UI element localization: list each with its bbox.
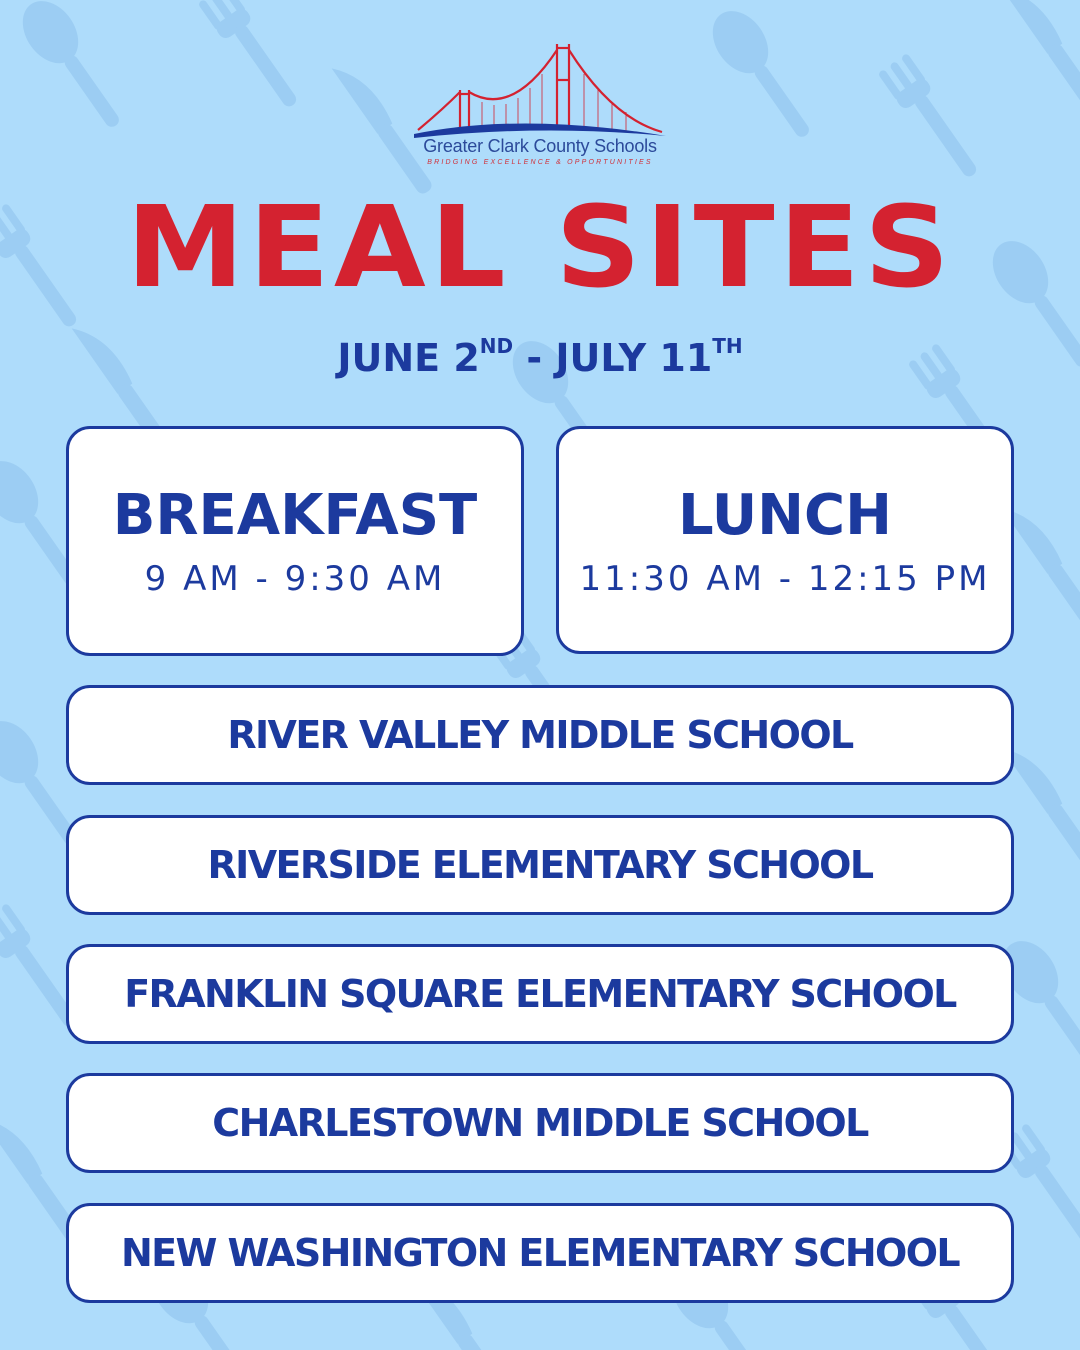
lunch-card <box>556 426 1014 654</box>
date-separator: - <box>513 336 556 380</box>
start-date: JUNE 2 <box>337 336 480 380</box>
site-name: RIVERSIDE ELEMENTARY SCHOOL <box>207 843 873 887</box>
site-card-franklin-square <box>66 944 1014 1044</box>
breakfast-card <box>66 426 524 656</box>
site-name: CHARLESTOWN MIDDLE SCHOOL <box>212 1101 868 1145</box>
start-date-suffix: ND <box>479 334 514 358</box>
end-date: JULY 11 <box>555 336 713 380</box>
site-name: FRANKLIN SQUARE ELEMENTARY SCHOOL <box>124 972 956 1016</box>
lunch-label: LUNCH <box>678 483 892 548</box>
site-card-river-valley <box>66 685 1014 785</box>
lunch-time: 11:30 AM - 12:15 PM <box>579 559 991 599</box>
site-name: RIVER VALLEY MIDDLE SCHOOL <box>227 713 853 757</box>
page-title: MEAL SITES <box>126 183 954 313</box>
logo-tagline: BRIDGING EXCELLENCE & OPPORTUNITIES <box>427 159 653 166</box>
site-name: NEW WASHINGTON ELEMENTARY SCHOOL <box>120 1231 960 1275</box>
breakfast-time: 9 AM - 9:30 AM <box>144 559 446 599</box>
breakfast-label: BREAKFAST <box>112 483 478 548</box>
site-card-new-washington <box>66 1203 1014 1303</box>
site-card-riverside <box>66 815 1014 915</box>
end-date-suffix: TH <box>712 334 743 358</box>
logo-name: Greater Clark County Schools <box>423 136 657 156</box>
site-card-charlestown <box>66 1073 1014 1173</box>
date-range <box>0 330 1080 386</box>
